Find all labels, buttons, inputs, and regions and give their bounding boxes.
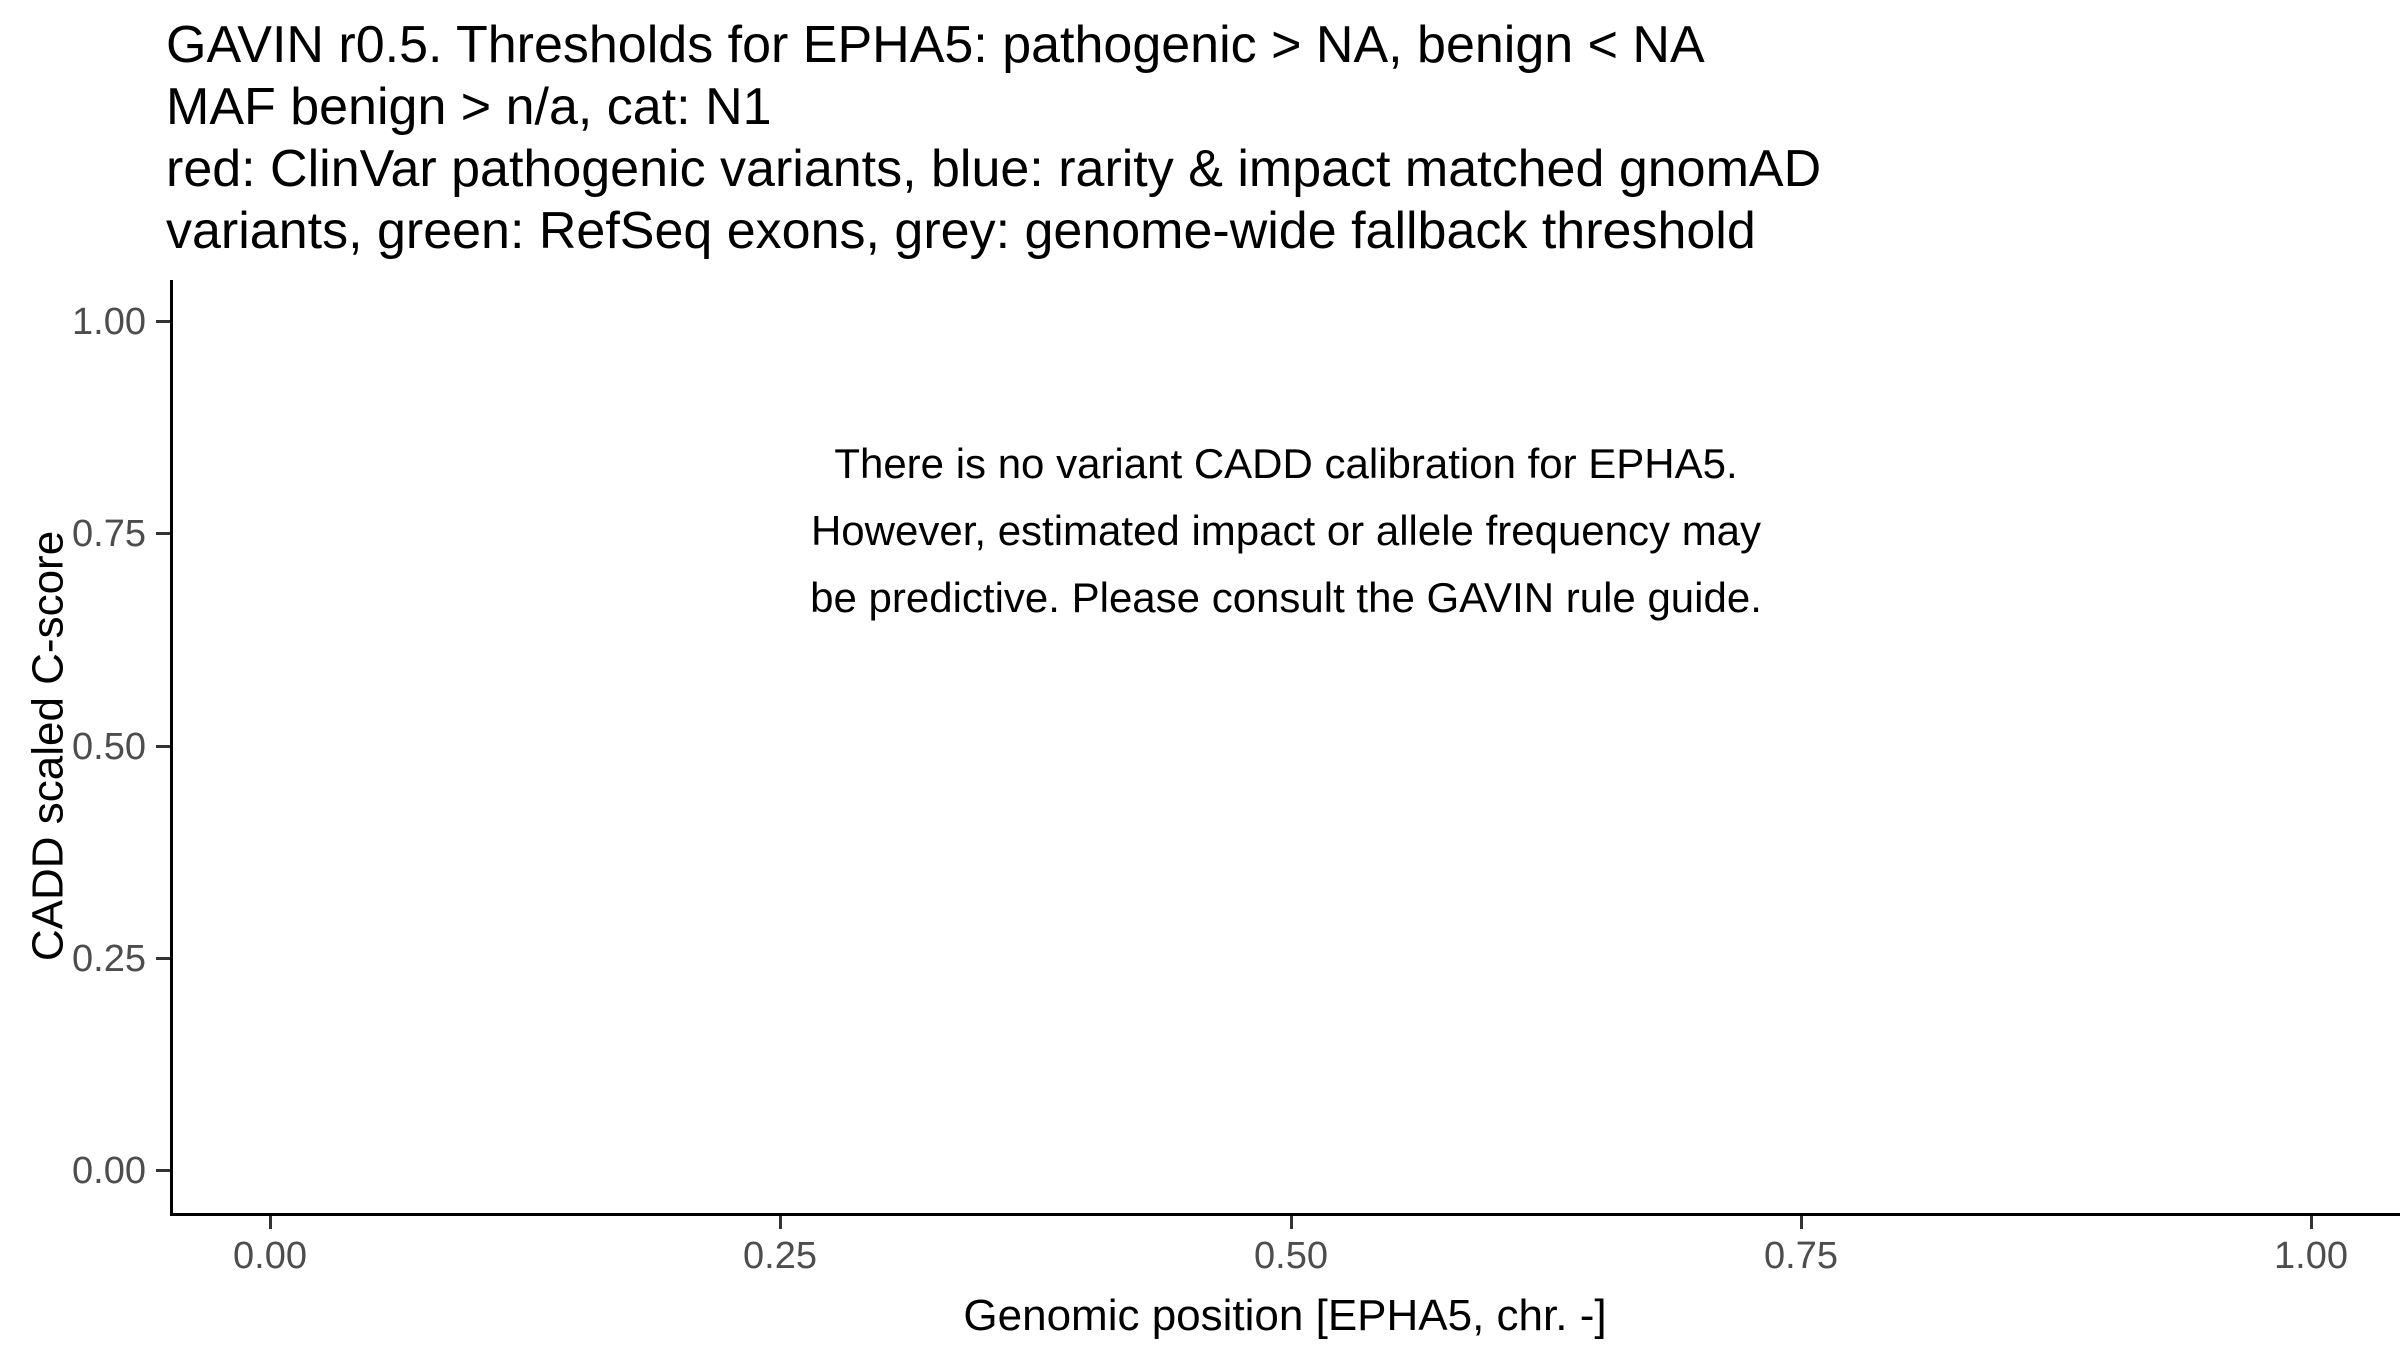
y-tick-label: 1.00 [72,301,146,343]
x-tick-mark [779,1216,782,1229]
y-tick-label: 0.75 [72,513,146,555]
x-tick-label: 0.00 [233,1235,307,1277]
y-tick-mark [156,745,170,748]
y-tick-mark [156,320,170,323]
x-tick-mark [2310,1216,2313,1229]
plot-title-line: variants, green: RefSeq exons, grey: genome-wide fallback threshold [166,202,1756,260]
plot-title-line: red: ClinVar pathogenic variants, blue: rarity & impact matched gnomAD [166,140,1822,198]
x-tick-label: 0.50 [1254,1235,1328,1277]
x-tick-label: 1.00 [2274,1235,2348,1277]
y-tick-mark [156,532,170,535]
annotation-line: be predictive. Please consult the GAVIN rule guide. [810,574,1762,621]
plot-title [166,14,1821,262]
x-axis-title: Genomic position [EPHA5, chr. -] [963,1291,1607,1340]
x-tick-mark [1290,1216,1293,1229]
x-tick-label: 0.75 [1764,1235,1838,1277]
annotation-line: There is no variant CADD calibration for EPHA5. [834,440,1738,487]
plot-title-line: MAF benign > n/a, cat: N1 [166,78,772,136]
annotation-line: However, estimated impact or allele frequency may [810,507,1762,554]
y-tick-mark [156,1169,170,1172]
y-tick-mark [156,957,170,960]
y-tick-label: 0.50 [72,726,146,768]
annotation-text [586,430,1986,631]
x-tick-mark [1800,1216,1803,1229]
x-tick-mark [269,1216,272,1229]
y-tick-label: 0.00 [72,1150,146,1192]
x-tick-label: 0.25 [743,1235,817,1277]
plot-panel [170,280,2400,1216]
y-tick-label: 0.25 [72,938,146,980]
y-axis-title: CADD scaled C-score [23,530,73,962]
plot-title-line: GAVIN r0.5. Thresholds for EPHA5: pathogenic > NA, benign < NA [166,16,1705,74]
